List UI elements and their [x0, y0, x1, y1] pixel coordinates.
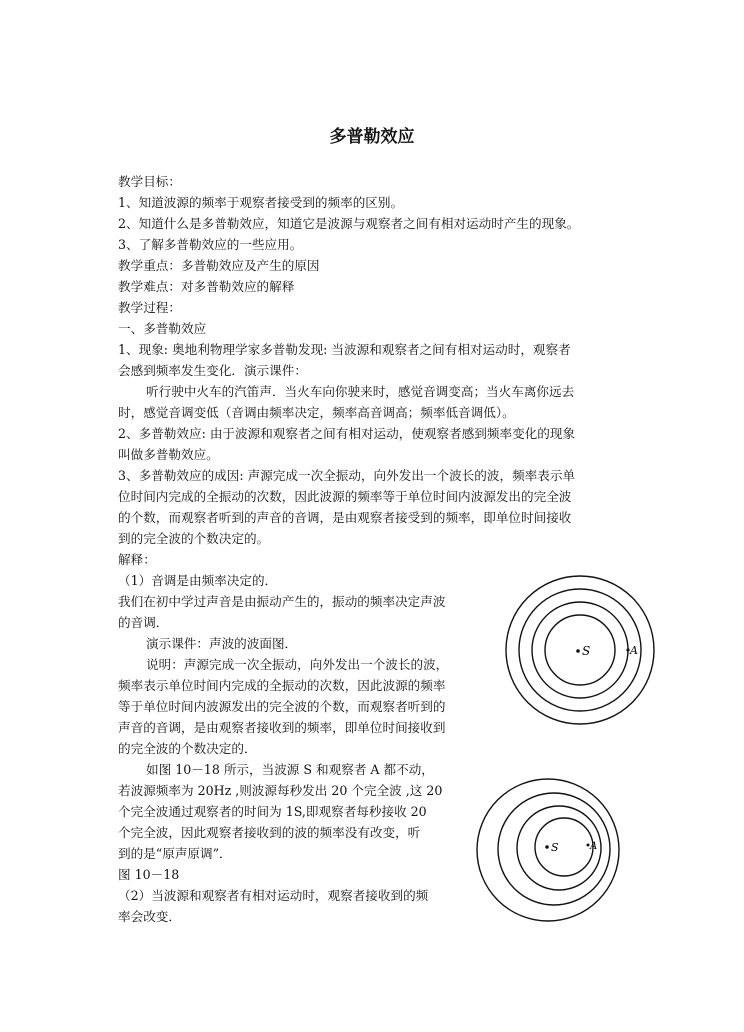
observer-label: A	[630, 644, 638, 657]
text-line: 说明：声源完成一次全振动，向外发出一个波长的波，	[146, 657, 449, 672]
text-line: 教学目标：	[118, 174, 181, 189]
observer-label: A	[590, 841, 598, 852]
text-line: 的个数，而观察者听到的声音的音调，是由观察者接受到的频率，即单位时间接收	[118, 510, 572, 525]
text-line: 1、知道波源的频率于观察者接受到的频率的区别。	[118, 195, 404, 210]
text-line: 时，感觉音调变低（音调由频率决定，频率高音调高；频率低音调低）。	[118, 405, 515, 420]
text-line: 3、了解多普勒效应的一些应用。	[118, 237, 303, 252]
text-line: 率会改变．	[118, 909, 181, 924]
text-line: 声音的音调，是由观察者接收到的频率，即单位时间接收到	[118, 720, 446, 735]
wavefront-diagram-stationary	[500, 574, 660, 734]
source-label: S	[551, 841, 559, 854]
text-line: 若波源频率为 20Hz ,则波源每秒发出 20 个完全波 ,这 20	[118, 783, 443, 798]
text-line: 等于单位时间内波源发出的完全波的个数，而观察者听到的	[118, 699, 446, 714]
text-line: 教学重点：多普勒效应及产生的原因	[118, 258, 320, 273]
text-line: 叫做多普勒效应。	[118, 447, 219, 462]
source-label: S	[582, 644, 591, 658]
page-title: 多普勒效应	[329, 127, 415, 147]
text-line: 的完全波的个数决定的．	[118, 741, 257, 756]
text-line: 演示课件：声波的波面图．	[146, 636, 298, 651]
text-line: 教学难点：对多普勒效应的解释	[118, 279, 295, 294]
text-line: 的音调．	[118, 615, 169, 630]
text-line: 会感到频率发生变化．演示课件：	[118, 363, 307, 378]
text-line: 图 10－18	[118, 867, 180, 882]
text-line: 一、多普勒效应	[118, 321, 207, 336]
wavefront-diagram-moving	[474, 770, 624, 930]
text-line: 1、现象: 奥地利物理学家多普勒发现: 当波源和观察者之间有相对运动时，观察者	[118, 342, 571, 357]
text-line: 个完全波通过观察者的时间为 1S,即观察者每秒接收 20	[118, 804, 427, 819]
text-line: （1）音调是由频率决定的．	[118, 573, 278, 588]
text-line: 位时间内完成的全振动的次数，因此波源的频率等于单位时间内波源发出的完全波	[118, 489, 572, 504]
text-line: 2、多普勒效应: 由于波源和观察者之间有相对运动，使观察者感到频率变化的现象	[118, 426, 576, 441]
text-line: 到的完全波的个数决定的。	[118, 531, 270, 546]
text-line: 个完全波，因此观察者接收到的波的频率没有改变，听	[118, 825, 421, 840]
text-line: （2）当波源和观察者有相对运动时，观察者接收到的频	[118, 888, 429, 903]
text-line: 我们在初中学过声音是由振动产生的，振动的频率决定声波	[118, 594, 446, 609]
source-dot	[545, 845, 549, 849]
text-line: 教学过程：	[118, 300, 181, 315]
text-line: 2、知道什么是多普勒效应，知道它是波源与观察者之间有相对运动时产生的现象。	[118, 216, 580, 231]
text-line: 听行驶中火车的汽笛声．当火车向你驶来时，感觉音调变高；当火车离你远去	[146, 384, 575, 399]
source-dot	[576, 649, 580, 653]
text-line: 频率表示单位时间内完成的全振动的次数，因此波源的频率	[118, 678, 446, 693]
text-line: 解释：	[118, 552, 156, 567]
text-line: 3、多普勒效应的成因: 声源完成一次全振动，向外发出一个波长的波，频率表示单	[118, 468, 576, 483]
text-line: 如图 10－18 所示，当波源 S 和观察者 A 都不动，	[146, 762, 434, 777]
text-line: 到的是“原声原调”．	[118, 846, 232, 861]
